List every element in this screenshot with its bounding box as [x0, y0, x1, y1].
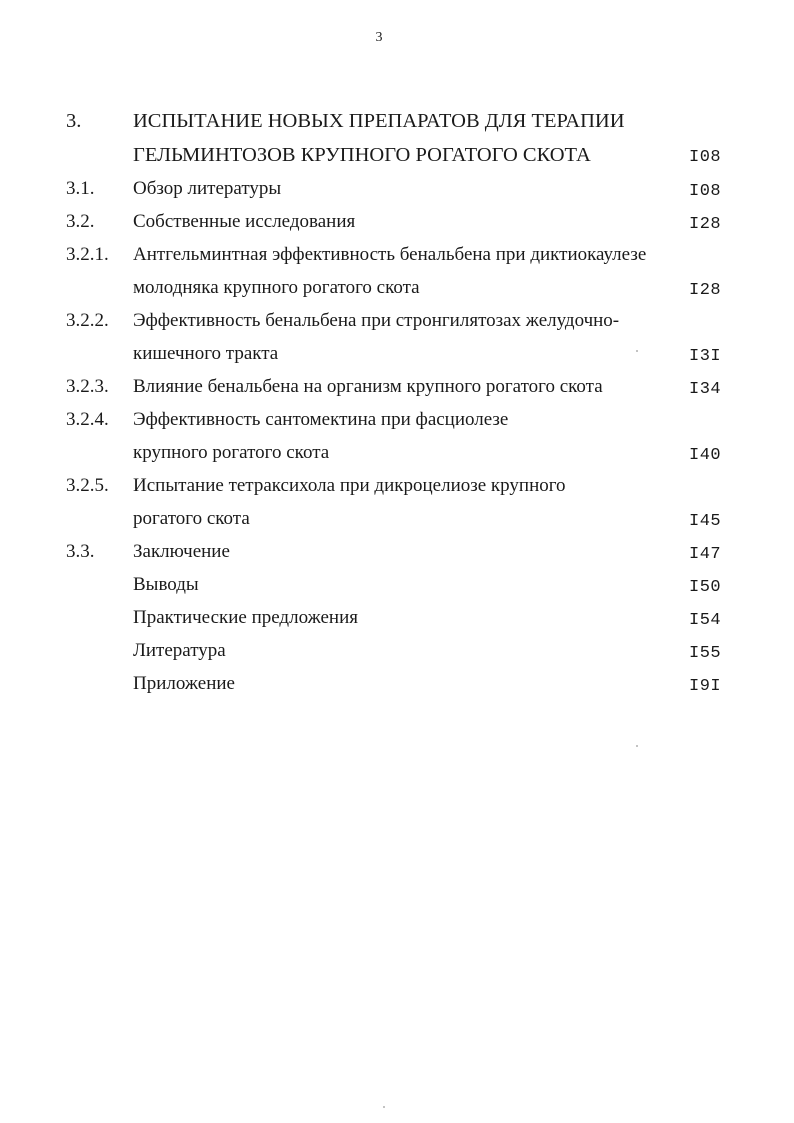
toc-entry-number: 3.2.4.	[66, 409, 109, 430]
toc-entry-title: Практические предложения	[133, 607, 358, 628]
toc-entry-title: Выводы	[133, 574, 199, 595]
toc-entry	[0, 370, 794, 403]
toc-entry	[0, 205, 794, 238]
toc-entry-title: Собственные исследования	[133, 211, 356, 232]
toc-entry-title: Влияние бенальбена на организм крупного рогатого скота	[133, 376, 603, 397]
toc-entry	[0, 667, 794, 700]
toc-entry-title: Антгельминтная эффективность бенальбена при диктиокаулезе	[133, 244, 647, 265]
toc-entry-title: кишечного тракта	[133, 343, 279, 364]
toc-entry-page: I45	[689, 512, 722, 531]
toc-entry-number: 3.2.3.	[66, 376, 109, 397]
toc-entry-title: ИСПЫТАНИЕ НОВЫХ ПРЕПАРАТОВ ДЛЯ ТЕРАПИИ	[133, 110, 625, 132]
toc-entry-title: Обзор литературы	[133, 178, 282, 199]
page-number: 3	[375, 30, 383, 45]
toc-entry-title: Эффективность бенальбена при стронгилятозах желудочно-	[133, 310, 620, 331]
toc-entry	[0, 568, 794, 601]
toc-entry-page: I28	[689, 281, 722, 300]
toc-entry-title: Заключение	[133, 541, 230, 562]
table-of-contents	[0, 104, 794, 700]
toc-entry	[0, 104, 794, 172]
toc-entry-number: 3.2.5.	[66, 475, 109, 496]
toc-entry	[0, 304, 794, 370]
toc-entry-title: Литература	[133, 640, 226, 661]
toc-entry	[0, 634, 794, 667]
toc-entry-page: I40	[689, 446, 722, 465]
toc-entry-page: I50	[689, 578, 722, 597]
toc-entry-number: 3.	[66, 110, 82, 132]
toc-entry-page: I08	[689, 148, 722, 167]
scan-speck	[636, 350, 638, 352]
toc-entry	[0, 172, 794, 205]
toc-entry-number: 3.1.	[66, 178, 95, 199]
toc-entry-page: I34	[689, 380, 722, 399]
scan-speck	[636, 745, 638, 747]
scan-speck	[383, 1106, 385, 1108]
toc-entry	[0, 601, 794, 634]
toc-entry-title: молодняка крупного рогатого скота	[133, 277, 420, 298]
toc-entry-title: Испытание тетраксихола при дикроцелиозе крупного	[133, 475, 566, 496]
toc-entry	[0, 403, 794, 469]
toc-entry-page: I08	[689, 182, 722, 201]
toc-entry-title: ГЕЛЬМИНТОЗОВ КРУПНОГО РОГАТОГО СКОТА	[133, 144, 591, 166]
toc-entry-title: рогатого скота	[133, 508, 250, 529]
toc-entry	[0, 535, 794, 568]
toc-entry-number: 3.2.1.	[66, 244, 109, 265]
toc-entry-title: Приложение	[133, 673, 235, 694]
toc-entry-page: I3I	[689, 347, 722, 366]
toc-entry-number: 3.2.	[66, 211, 95, 232]
toc-entry-page: I47	[689, 545, 722, 564]
toc-entry	[0, 469, 794, 535]
toc-entry-number: 3.3.	[66, 541, 95, 562]
toc-entry-number: 3.2.2.	[66, 310, 109, 331]
toc-entry-page: I28	[689, 215, 722, 234]
toc-entry	[0, 238, 794, 304]
toc-entry-page: I9I	[689, 677, 722, 696]
toc-entry-title: крупного рогатого скота	[133, 442, 330, 463]
toc-entry-page: I55	[689, 644, 722, 663]
toc-entry-title: Эффективность сантомектина при фасциолезе	[133, 409, 509, 430]
toc-entry-page: I54	[689, 611, 722, 630]
